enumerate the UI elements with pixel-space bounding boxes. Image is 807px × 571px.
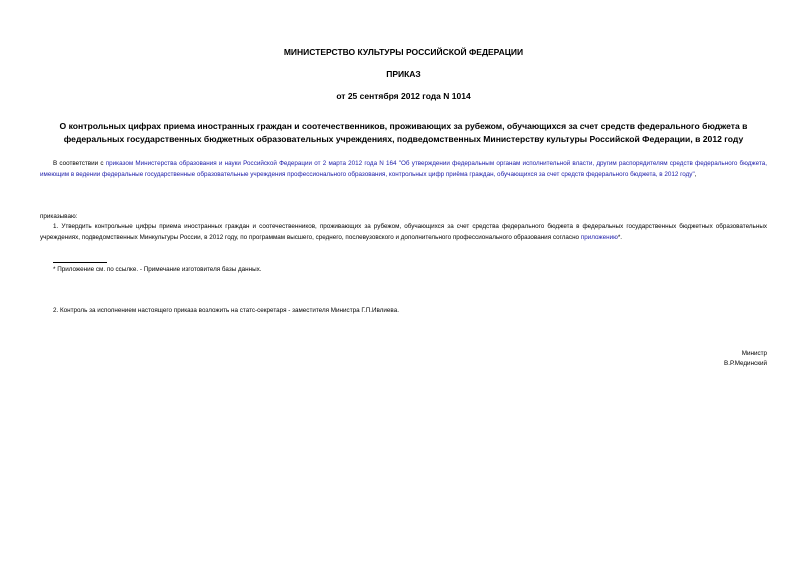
basis-suffix: , — [694, 170, 697, 178]
item-2-paragraph: 2. Контроль за исполнением настоящего приказа возложить на статс-секретаря - заместителя Министра Г.П.Ивлиева. — [53, 307, 399, 314]
basis-paragraph — [40, 159, 767, 180]
document-subject: О контрольных цифрах приема иностранных граждан и соотечественников, проживающих за рубежом, обучающихся за счет средств федерального бюджета в федеральных государственных бюджетных образовательных учреждениях, подведомственных Министерству культуры Российской Федерации, в 2012 году — [59, 121, 748, 144]
footnote-divider — [53, 262, 107, 263]
ministry-title: МИНИСТЕРСТВО КУЛЬТУРЫ РОССИЙСКОЙ ФЕДЕРАЦИИ — [283, 47, 524, 57]
footnote: * Приложение см. по ссылке. - Примечание изготовителя базы данных. — [53, 266, 262, 273]
basis-order-link[interactable]: приказом Министерства образования и науки Российской Федерации от 2 марта 2012 года N 164 "Об утверждении федеральным органам исполнительной власти, другим распорядителям средств федерального бюджета, имеющим в ведении федеральные государственные образовательные учреждения профессионального образования, контрольных цифр приёма граждан, обучающихся за счет средств федерального бюджета, в 2012 году" — [40, 160, 767, 178]
date-number-title: от 25 сентября 2012 года N 1014 — [336, 91, 471, 101]
item-1-suffix: *. — [617, 233, 623, 241]
basis-prefix: В соответствии с — [53, 160, 106, 167]
doc-type-title: ПРИКАЗ — [386, 69, 421, 79]
item-1-text: 1. Утвердить контрольные цифры приема иностранных граждан и соотечественников, проживающих за рубежом, обучающихся за счет средства федерального бюджета в федеральных государственных бюджетных образовательных учреждениях, подведомственных Минкультуры России, в 2012 году, по программам высшего, среднего, послевузовского и дополнительного профессионального образования согласно — [40, 223, 767, 241]
signature-position: Министр — [741, 350, 767, 357]
item-1-paragraph — [40, 222, 767, 243]
signature-name: В.Р.Мединский — [724, 360, 767, 367]
order-word: приказываю: — [40, 213, 78, 220]
appendix-link[interactable]: приложению — [580, 233, 618, 241]
